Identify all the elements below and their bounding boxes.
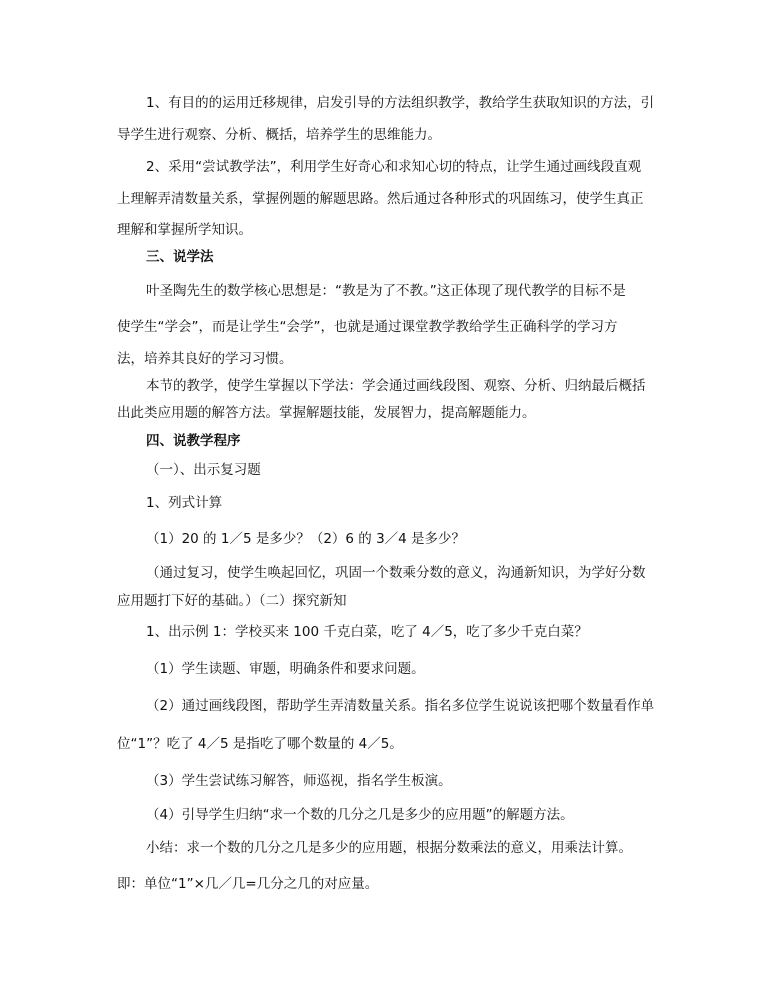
paragraph-line: 本节的教学，使学生掌握以下学法：学会通过画线段图、观察、分析、归纳最后概括	[146, 378, 646, 394]
paragraph-line: 1、列式计算	[146, 495, 223, 511]
paragraph-line: （4）引导学生归纳“求一个数的几分之几是多少的应用题”的解题方法。	[146, 807, 574, 823]
paragraph-line: （1）20 的 1／5 是多少？（2）6 的 3／4 是多少？	[146, 531, 466, 547]
paragraph-line: （一）、出示复习题	[146, 462, 261, 478]
paragraph-line: （通过复习，使学生唤起回忆，巩固一个数乘分数的意义，沟通新知识，为学好分数	[146, 565, 646, 581]
paragraph-line: 使学生“学会”，而是让学生“会学”，也就是通过课堂教学教给学生正确科学的学习方	[117, 319, 618, 335]
paragraph-line: （1）学生读题、审题，明确条件和要求问题。	[146, 661, 425, 677]
paragraph-line: 位“1”？吃了 4／5 是指吃了哪个数量的 4／5。	[117, 736, 403, 752]
paragraph-line: 上理解弄清数量关系，掌握例题的解题思路。然后通过各种形式的巩固练习，使学生真正	[117, 191, 644, 207]
paragraph-line: （2）通过画线段图，帮助学生弄清数量关系。指名多位学生说说该把哪个数量看作单	[146, 698, 655, 714]
paragraph-line: 导学生进行观察、分析、概括，培养学生的思维能力。	[117, 127, 441, 143]
section-heading: 四、说教学程序	[146, 433, 241, 449]
section-heading: 三、说学法	[146, 249, 214, 265]
paragraph-line: （3）学生尝试练习解答，师巡视，指名学生板演。	[146, 773, 452, 789]
paragraph-line: 理解和掌握所学知识。	[117, 222, 252, 238]
paragraph-line: 2、采用“尝试教学法”，利用学生好奇心和求知心切的特点，让学生通过画线段直观	[146, 159, 642, 175]
paragraph-line: 应用题打下好的基础。）（二）探究新知	[117, 593, 347, 609]
paragraph-line: 叶圣陶先生的数学核心思想是：“教是为了不教。”这正体现了现代教学的目标不是	[146, 283, 626, 299]
paragraph-line: 1、有目的的运用迁移规律，启发引导的方法组织教学，教给学生获取知识的方法，引	[146, 95, 655, 111]
paragraph-line: 1、出示例 1：学校买来 100 千克白菜，吃了 4／5，吃了多少千克白菜？	[146, 624, 588, 640]
paragraph-line: 小结：求一个数的几分之几是多少的应用题，根据分数乘法的意义，用乘法计算。	[146, 840, 632, 856]
paragraph-line: 法，培养其良好的学习习惯。	[117, 351, 293, 367]
paragraph-line: 即：单位“1”×几／几=几分之几的对应量。	[117, 876, 379, 892]
paragraph-line: 出此类应用题的解答方法。掌握解题技能，发展智力，提高解题能力。	[117, 405, 536, 421]
